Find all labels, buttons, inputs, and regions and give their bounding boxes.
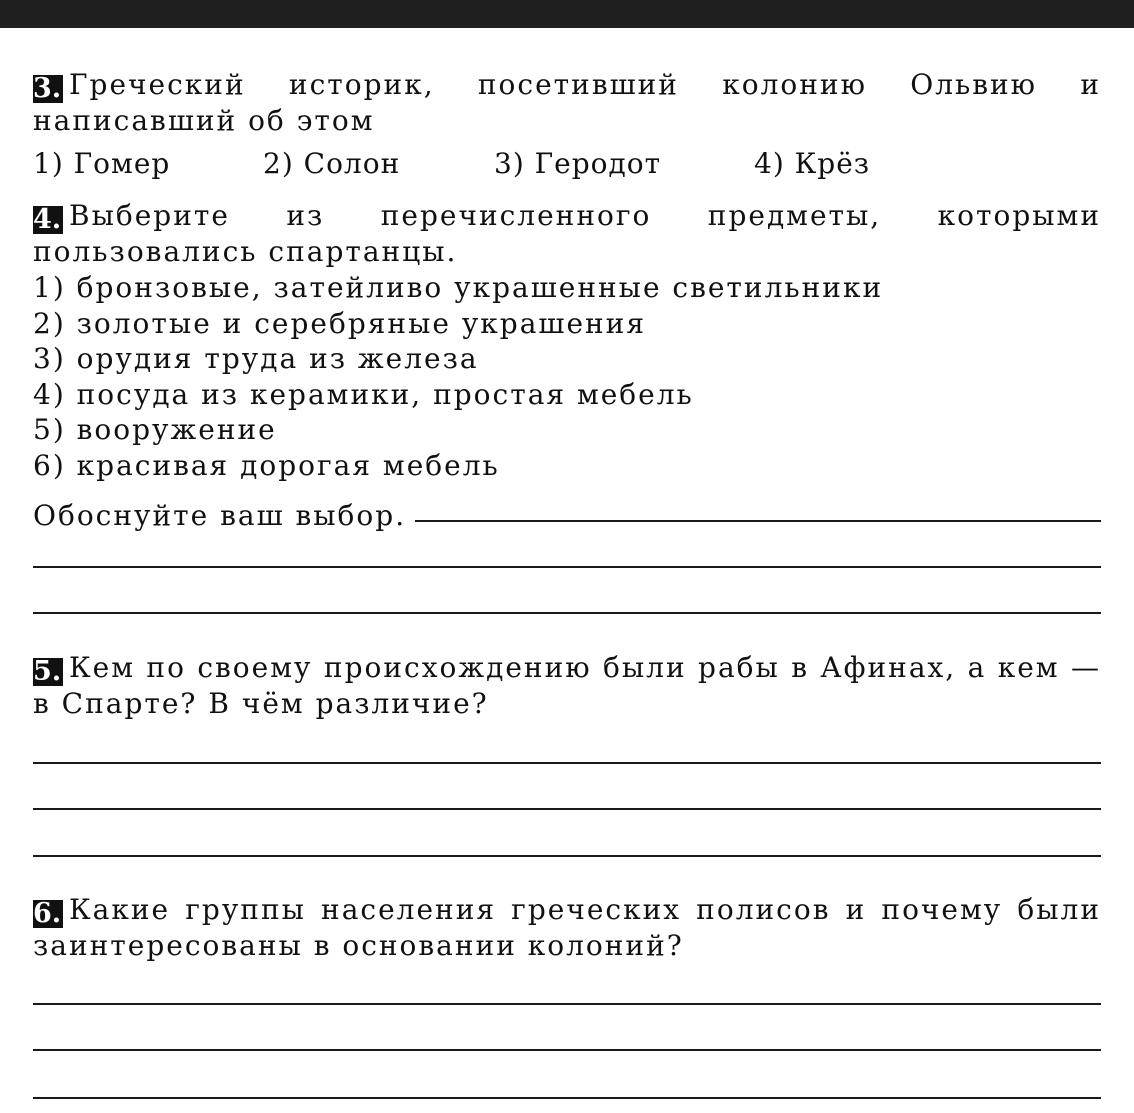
question-5 bbox=[33, 650, 1101, 722]
question-4-options bbox=[33, 270, 1101, 484]
question-4-answer-line-1[interactable] bbox=[415, 520, 1101, 522]
question-6-answer-line-1[interactable] bbox=[33, 1003, 1101, 1005]
question-4-option-4[interactable]: 4) посуда из керамики, простая мебель bbox=[33, 377, 694, 411]
question-4-option-1[interactable]: 1) бронзовые, затейливо украшенные светильники bbox=[33, 271, 884, 304]
question-3-option-3[interactable]: 3) Геродот bbox=[494, 147, 662, 180]
question-3-number: 3. bbox=[33, 73, 62, 104]
question-3-option-2[interactable]: 2) Солон bbox=[263, 147, 401, 180]
question-6-answer-line-3[interactable] bbox=[33, 1097, 1101, 1099]
question-4-answer-line-3[interactable] bbox=[33, 612, 1101, 614]
question-3-option-1[interactable]: 1) Гомер bbox=[33, 147, 171, 180]
question-4-number: 4. bbox=[33, 204, 62, 235]
question-5-answer-line-2[interactable] bbox=[33, 808, 1101, 810]
question-4-text: Выберите из перечисленного предметы, которыми пользовались спартанцы. bbox=[33, 199, 1101, 268]
question-5-answer-line-1[interactable] bbox=[33, 762, 1101, 764]
question-4-option-5[interactable]: 5) вооружение bbox=[33, 413, 277, 447]
question-3-option-4[interactable]: 4) Крёз bbox=[754, 147, 871, 180]
question-6-answer-line-2[interactable] bbox=[33, 1049, 1101, 1051]
question-5-number: 5. bbox=[33, 656, 62, 687]
question-6-number: 6. bbox=[33, 898, 62, 929]
question-4-justify-label: Обоснуйте ваш выбор. bbox=[33, 499, 407, 532]
question-5-text: Кем по своему происхождению были рабы в Афинах, а кем — в Спарте? В чём различие? bbox=[33, 651, 1101, 720]
question-5-answer-line-3[interactable] bbox=[33, 855, 1101, 857]
question-4-option-2[interactable]: 2) золотые и серебряные украшения bbox=[33, 306, 647, 340]
question-6-text: Какие группы населения греческих полисов и почему были заинтересованы в основании колоний? bbox=[33, 893, 1101, 962]
question-3-text: Греческий историк, посетивший колонию Ольвию и написавший об этом bbox=[33, 68, 1101, 137]
question-4-answer-line-2[interactable] bbox=[33, 566, 1101, 568]
question-3 bbox=[33, 67, 1101, 139]
top-border-bar bbox=[0, 0, 1134, 28]
question-4 bbox=[33, 198, 1101, 270]
question-3-options bbox=[33, 146, 1101, 182]
question-4-option-6[interactable]: 6) красивая дорогая мебель bbox=[33, 448, 500, 482]
question-4-option-3[interactable]: 3) орудия труда из железа bbox=[33, 342, 479, 376]
question-6 bbox=[33, 892, 1101, 964]
